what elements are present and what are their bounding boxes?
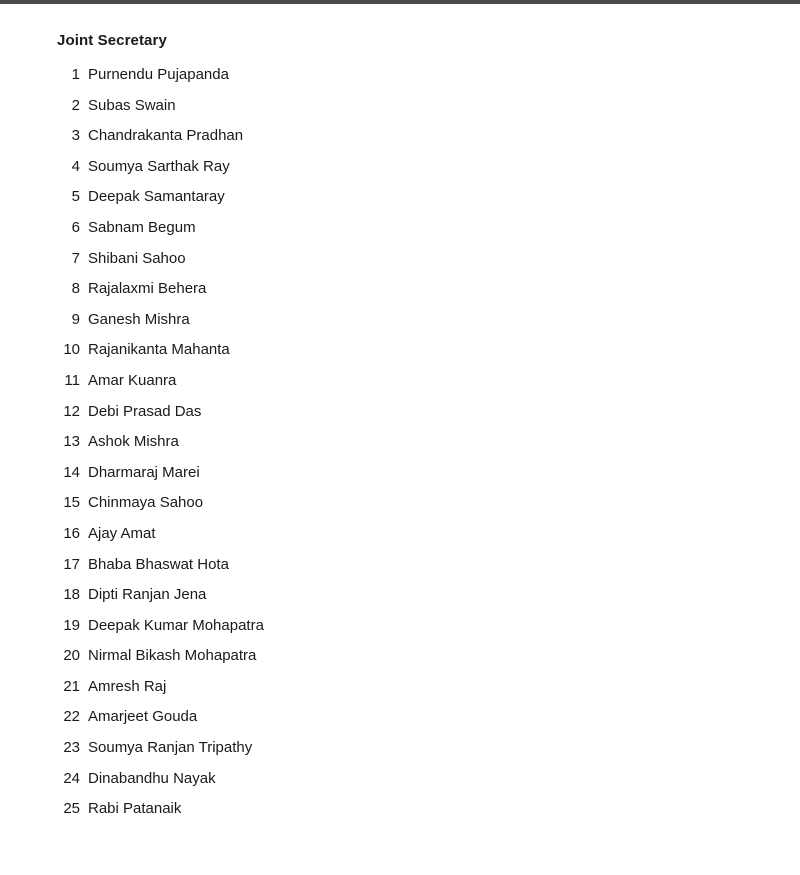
list-item-number: 6 [71, 218, 80, 236]
list-item-name: Deepak Kumar Mohapatra [88, 616, 264, 634]
list-item-name: Dharmaraj Marei [88, 463, 200, 481]
list-item [0, 182, 400, 213]
list-item [0, 519, 400, 550]
list-item [0, 733, 400, 764]
list-item-name: Amar Kuanra [88, 371, 177, 389]
list-item [0, 152, 400, 183]
list-item-number: 23 [63, 739, 80, 757]
list-item [0, 550, 400, 581]
list-item-name: Amarjeet Gouda [88, 708, 198, 726]
list-item [0, 611, 400, 642]
list-item [0, 335, 400, 366]
list-item-name: Soumya Ranjan Tripathy [88, 739, 253, 757]
list-item-number: 16 [63, 524, 80, 542]
list-item-number: 1 [71, 66, 80, 83]
list-item-name: Shibani Sahoo [88, 249, 186, 267]
list-item-name: Rajalaxmi Behera [88, 280, 207, 298]
list-item-name: Rabi Patanaik [88, 800, 182, 818]
list-item [0, 121, 400, 152]
list-item [0, 641, 400, 672]
list-item-name: Rajanikanta Mahanta [88, 341, 230, 359]
list-item [0, 213, 400, 244]
list-item-name: Subas Swain [88, 96, 176, 114]
list-item [0, 244, 400, 275]
list-item-name: Bhaba Bhaswat Hota [88, 555, 229, 573]
list-item-name: Nirmal Bikash Mohapatra [88, 647, 257, 665]
list-item-name: Chinmaya Sahoo [88, 494, 204, 512]
list-item [0, 488, 400, 519]
list-item [0, 91, 400, 122]
list-item-number: 24 [63, 769, 80, 787]
list-item [0, 458, 400, 489]
list-item-name: Ganesh Mishra [88, 310, 190, 328]
list-item-number: 2 [71, 96, 80, 114]
list-item-number: 13 [63, 433, 80, 451]
list-item-name: Amresh Raj [88, 677, 167, 695]
list-item [0, 672, 400, 703]
list-item-number: 22 [63, 708, 80, 726]
list-item [0, 427, 400, 458]
list-item-name: Sabnam Begum [88, 218, 196, 236]
list-item-name: Dipti Ranjan Jena [88, 586, 207, 604]
list-item-name: Deepak Samantaray [88, 188, 225, 206]
member-list [0, 60, 400, 825]
list-item-number: 15 [63, 494, 80, 512]
list-item [0, 702, 400, 733]
list-item [0, 274, 400, 305]
list-item-number: 7 [71, 249, 80, 267]
list-item-name: Soumya Sarthak Ray [88, 157, 230, 175]
list-item [0, 794, 400, 825]
list-item [0, 580, 400, 611]
list-item-name: Dinabandhu Nayak [88, 769, 216, 787]
list-item [0, 397, 400, 428]
list-item-name: Ashok Mishra [88, 433, 179, 451]
list-item-number: 19 [63, 616, 80, 634]
list-item [0, 60, 400, 91]
list-item-number: 25 [63, 800, 80, 818]
list-item-number: 12 [63, 402, 80, 420]
list-item-number: 3 [71, 127, 80, 145]
list-item-number: 5 [71, 188, 80, 206]
list-item-number: 11 [64, 371, 80, 389]
section-title: Joint Secretary [57, 32, 167, 49]
list-item-number: 10 [63, 341, 80, 359]
list-item [0, 764, 400, 795]
list-item-name: Chandrakanta Pradhan [88, 127, 244, 145]
list-item-number: 17 [63, 555, 80, 573]
list-item-name: Purnendu Pujapanda [88, 66, 229, 83]
list-item-number: 8 [71, 280, 80, 298]
list-item-number: 9 [71, 310, 80, 328]
list-item [0, 366, 400, 397]
list-item [0, 305, 400, 336]
list-item-name: Debi Prasad Das [88, 402, 202, 420]
list-item-number: 20 [63, 647, 80, 665]
list-item-number: 14 [63, 463, 80, 481]
list-item-number: 21 [63, 677, 80, 695]
list-item-number: 18 [63, 586, 80, 604]
list-item-name: Ajay Amat [88, 524, 156, 542]
list-item-number: 4 [71, 157, 80, 175]
